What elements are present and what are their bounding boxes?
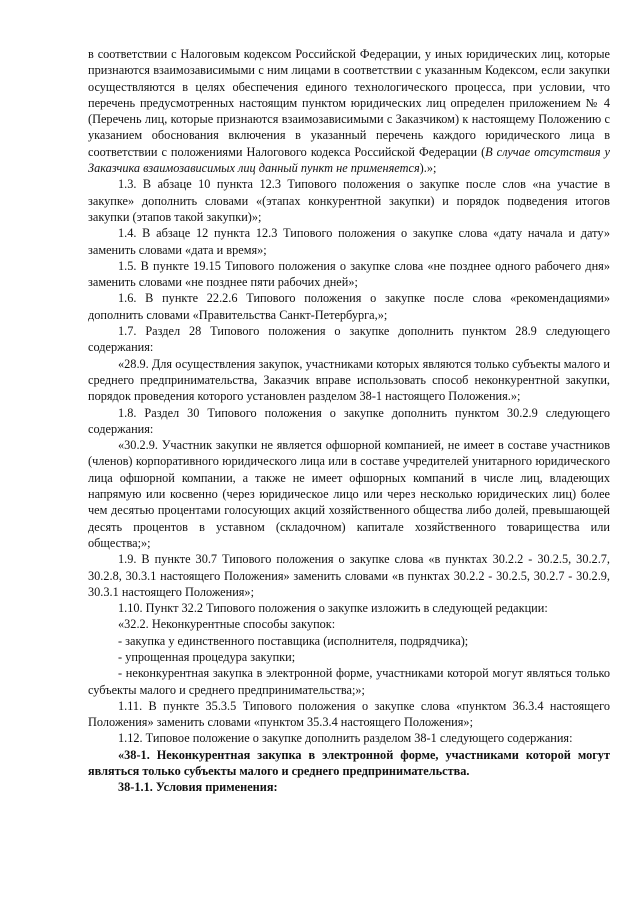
list-item: - упрощенная процедура закупки; — [118, 649, 296, 664]
paragraph-28-9: «28.9. Для осуществления закупок, участниками которых являются только субъекты малого и среднего предпринимательства, Заказчик вправе использовать способ неконкурентной закупки, порядок проведения которого установлен разделом 38-1 настоящего Положения.»; — [88, 356, 610, 404]
paragraph-1-9: 1.9. В пункте 30.7 Типового положения о закупке слова «в пунктах 30.2.2 - 30.2.5, 30.2.7, 30.2.8, 30.3.1 настоящего Положения» заменить словами «в пунктах 30.2.2 - 30.2.5, 30.2.7 - 30.2.9, 30.3.1 настоящего Положения»; — [88, 552, 610, 599]
paragraph-1-7: 1.7. Раздел 28 Типового положения о закупке дополнить пунктом 28.9 следующего содержания: — [88, 324, 610, 355]
paragraph-1-5: 1.5. В пункте 19.15 Типового положения о закупке слова «не позднее одного рабочего дня» заменить словами «не позднее пяти рабочих дней»; — [88, 258, 610, 290]
list-item: - неконкурентная закупка в электронной форме, участниками которой могут являться только субъекты малого и среднего предпринимательства;»; — [88, 666, 610, 697]
paragraph-32-2: «32.2. Неконкурентные способы закупок: — [118, 617, 336, 632]
paragraph-1-6: 1.6. В пункте 22.2.6 Типового положения о закупке после слова «рекомендациями» дополнить словами «Правительства Санкт-Петербурга,»; — [88, 291, 610, 322]
paragraph-1-4: 1.4. В абзаце 12 пункта 12.3 Типового положения о закупке слова «дату начала и дату» заменить словами «дата и время»; — [88, 226, 610, 257]
paragraph-1-3: 1.3. В абзаце 10 пункта 12.3 Типового положения о закупке после слов «на участие в закупке» дополнить словами «(этапах конкурентной закупки) и порядок подведения итогов закупки (этапов такой закупки)»; — [88, 177, 610, 224]
italic-note: В случае отсутствия у Заказчика взаимозависимых лиц данный пункт не применяется — [88, 144, 610, 176]
paragraph-1-10: 1.10. Пункт 32.2 Типового положения о закупке изложить в следующей редакции: — [118, 601, 548, 616]
paragraph-1-8: 1.8. Раздел 30 Типового положения о закупке дополнить пунктом 30.2.9 следующего содержания: — [88, 405, 610, 436]
section-heading-38-1: «38-1. Неконкурентная закупка в электронной форме, участниками которой могут являться только субъекты малого и среднего предпринимательства. — [88, 747, 610, 779]
paragraph-continuation: в соответствии с Налоговым кодексом Российской Федерации, у иных юридических лиц, которые признаются взаимозависимыми с ним лицами в соответствии с указанным Кодексом, если закупки осуществляются в целях обеспечения единого технологического процесса, при условии, что перечень предусмотренных настоящим пунктом юридических лиц определен приложением № 4 (Перечень лиц, которые признаются взаимозависимыми с Заказчиком) к настоящему Положению с указанием обоснования включения в указанный перечень каждого юридического лица в соответствии с положениями Налогового кодекса Российской Федерации (В случае отсутствия у Заказчика взаимозависимых лиц данный пункт не применяется).»; — [88, 47, 610, 176]
subsection-heading-38-1-1: 38-1.1. Условия применения: — [118, 780, 278, 795]
list-item: - закупка у единственного поставщика (исполнителя, подрядчика); — [118, 633, 469, 648]
paragraph-1-11: 1.11. В пункте 35.3.5 Типового положения о закупке слова «пунктом 36.3.4 настоящего Положения» заменить словами «пунктом 35.3.4 настоящего Положения»; — [88, 698, 610, 730]
paragraph-30-2-9: «30.2.9. Участник закупки не является офшорной компанией, не имеет в составе участников (членов) корпоративного юридического лица или в составе учредителей унитарного юридического лица офшорной компании, а также не имеет офшорных компаний в числе лиц, владеющих напрямую или косвенно (через юридическое лицо или через несколько юридических лиц) более чем десятью процентами голосующих акций хозяйственного общества либо долей, превышающей десять процентов в уставном (складочном) капитале хозяйственного товарищества или общества;»; — [88, 438, 610, 550]
paragraph-1-12: 1.12. Типовое положение о закупке дополнить разделом 38-1 следующего содержания: — [118, 731, 573, 746]
